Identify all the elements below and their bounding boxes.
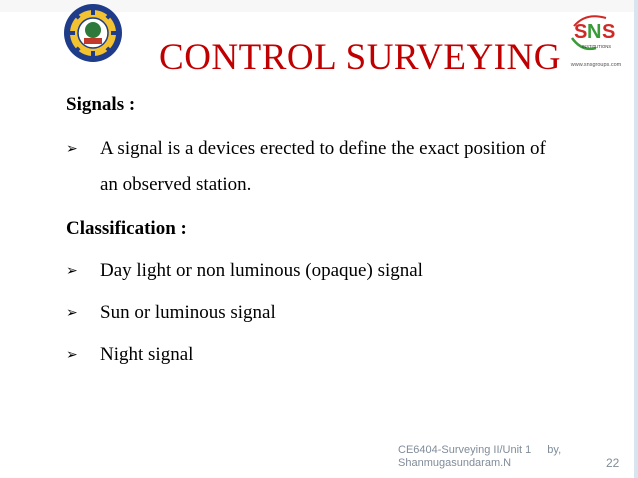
page-number: 22	[606, 456, 620, 470]
arrowhead-bullet-icon: ➢	[66, 263, 78, 279]
bullet-continuation: an observed station.	[100, 174, 252, 195]
bullet-text: Sun or luminous signal	[100, 302, 276, 323]
heading-classification: Classification :	[66, 218, 187, 239]
footer-by: by,	[547, 444, 562, 456]
footer-author: Shanmugasundaram.N	[398, 457, 512, 469]
slide-title: CONTROL SURVEYING	[159, 37, 561, 78]
footer-course: CE6404-Surveying II/Unit 1	[398, 444, 532, 456]
arrowhead-bullet-icon: ➢	[66, 305, 78, 321]
slide-footer	[398, 444, 598, 470]
bullet-text: A signal is a devices erected to define the exact position of	[100, 138, 546, 159]
logo-url-text: www.snsgroups.com	[570, 62, 622, 68]
svg-text:S: S	[602, 21, 616, 43]
svg-text:INSTITUTIONS: INSTITUTIONS	[582, 44, 612, 49]
arrowhead-bullet-icon: ➢	[66, 141, 78, 157]
heading-signals: Signals :	[66, 94, 136, 115]
arrowhead-bullet-icon: ➢	[66, 347, 78, 363]
bullet-text: Day light or non luminous (opaque) signal	[100, 260, 423, 281]
svg-text:N: N	[587, 21, 602, 43]
svg-text:S: S	[574, 21, 588, 43]
bullet-text: Night signal	[100, 344, 194, 365]
